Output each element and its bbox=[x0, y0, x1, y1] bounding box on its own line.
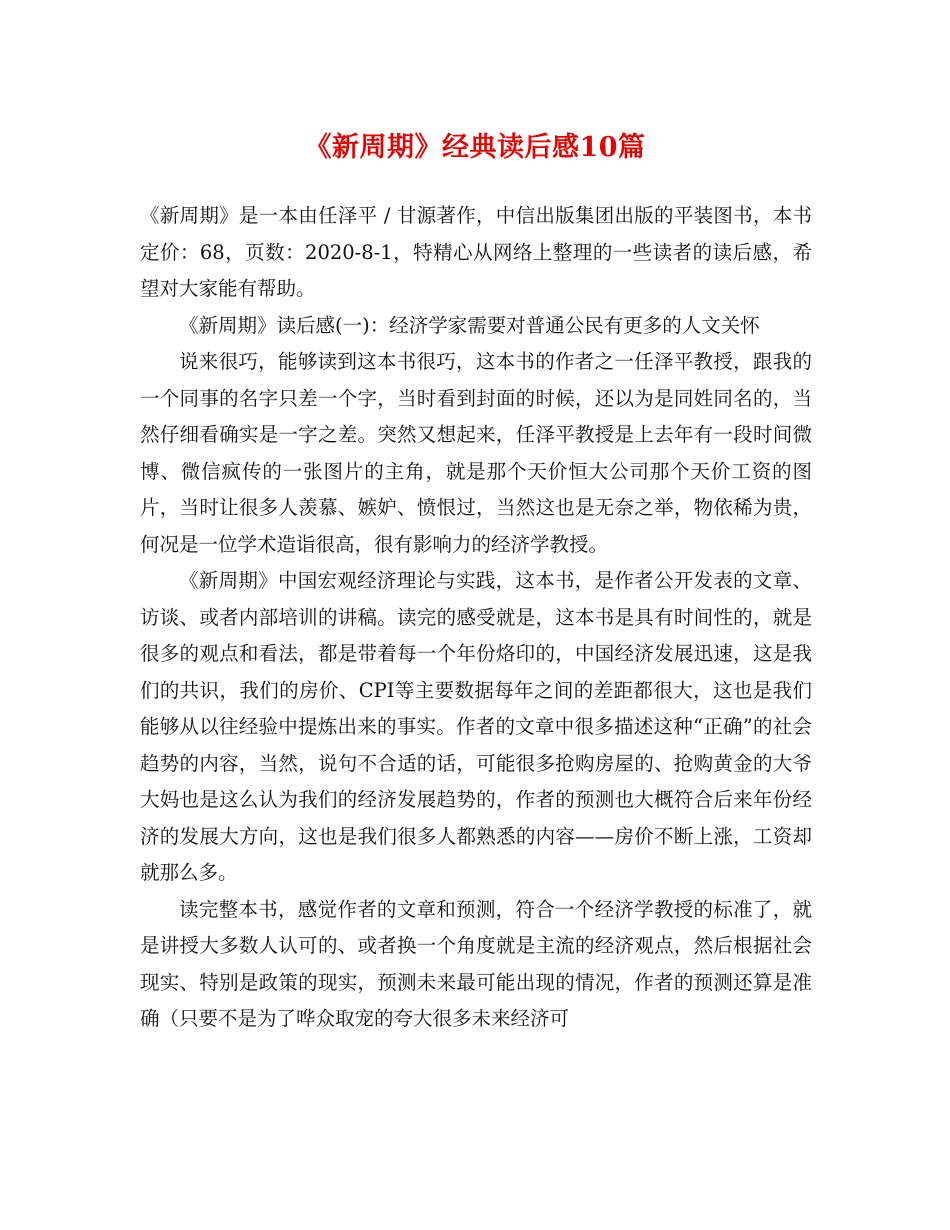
body-paragraph: 说来很巧，能够读到这本书很巧，这本书的作者之一任泽平教授，跟我的一个同事的名字只差一个字，当时看到封面的时候，还以为是同姓同名的，当然仔细看确实是一字之差。突然又想起来，任泽平教授是上去年有一段时间微博、微信疯传的一张图片的主角，就是那个天价恒大公司那个天价工资的图片，当时让很多人羡慕、嫉妒、愤恨过，当然这也是无奈之举，物依稀为贵，何况是一位学术造诣很高，很有影响力的经济学教授。 bbox=[140, 350, 812, 556]
document-body bbox=[140, 198, 812, 1038]
body-paragraph: 《新周期》中国宏观经济理论与实践，这本书，是作者公开发表的文章、访谈、或者内部培训的讲稿。读完的感受就是，这本书是具有时间性的，就是很多的观点和看法，都是带着每一个年份烙印的，中国经济发展迅速，这是我们的共识，我们的房价、CPI等主要数据每年之间的差距都很大，这也是我们能够从以往经验中提炼出来的事实。作者的文章中很多描述这种“正确”的社会趋势的内容，当然，说句不合适的话，可能很多抢购房屋的、抢购黄金的大爷大妈也是这么认为我们的经济发展趋势的，作者的预测也大概符合后来年份经济的发展大方向，这也是我们很多人都熟悉的内容——房价不断上涨，工资却就那么多。 bbox=[140, 569, 812, 884]
section-heading: 《新周期》读后感(一)：经济学家需要对普通公民有更多的人文关怀 bbox=[179, 313, 760, 337]
body-paragraph: 读完整本书，感觉作者的文章和预测，符合一个经济学教授的标准了，就是讲授大多数人认可的、或者换一个角度就是主流的经济观点，然后根据社会现实、特别是政策的现实，预测未来最可能出现的情况，作者的预测还算是准确（只要不是为了哗众取宠的夸大很多未来经济可 bbox=[140, 897, 812, 1030]
document-title: 《新周期》经典读后感10篇 bbox=[304, 132, 646, 163]
intro-paragraph: 《新周期》是一本由任泽平 / 甘源著作，中信出版集团出版的平装图书，本书定价：68，页数：2020-8-1，特精心从网络上整理的一些读者的读后感，希望对大家能有帮助。 bbox=[140, 204, 812, 300]
